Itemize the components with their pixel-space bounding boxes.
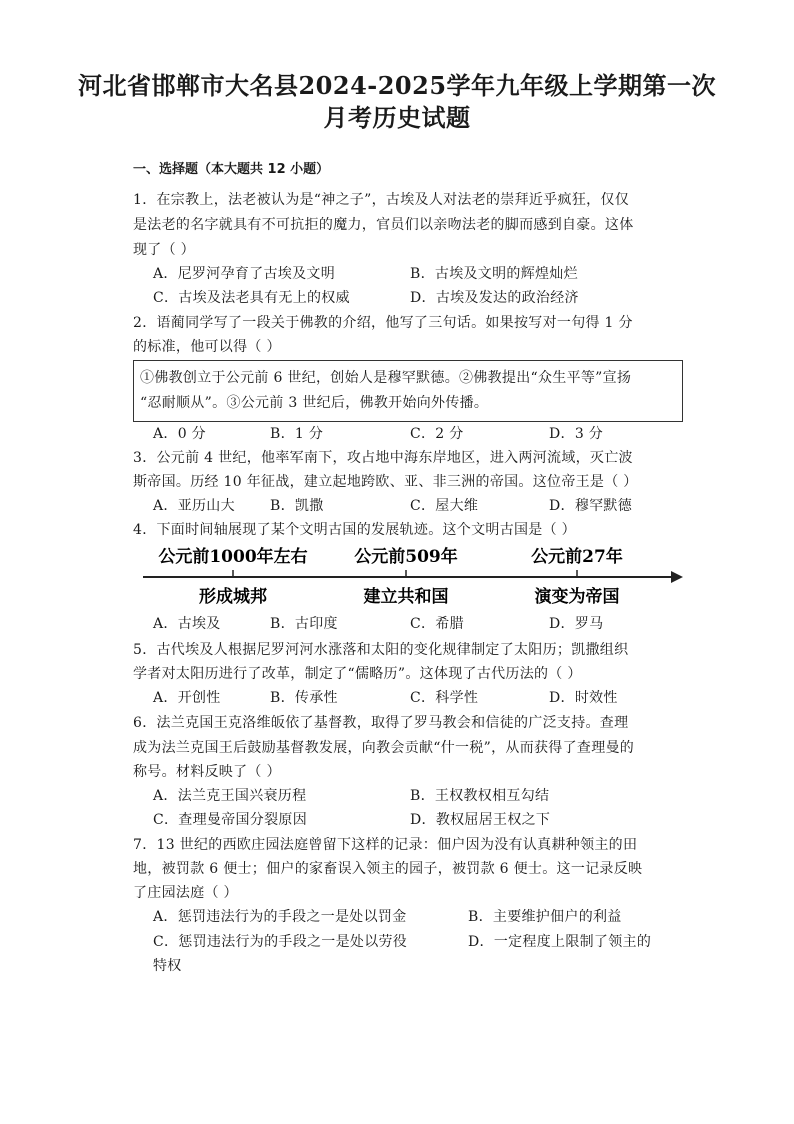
timeline-arrowhead: [671, 571, 683, 583]
q7-option-d: D．一定程度上限制了领主的: [468, 934, 652, 950]
timeline-date: 公元前1000年左右: [158, 547, 308, 567]
q1-text-line: 1．在宗教上，法老被认为是“神之子”，古埃及人对法老的崇拜近乎疯狂，仅仅: [133, 192, 630, 208]
q5-text-line: 学者对太阳历进行了改革，制定了“儒略历”。这体现了古代历法的（ ）: [133, 666, 582, 682]
q3-text-line: 3．公元前 4 世纪，他率军南下，攻占地中海东岸地区，进入两河流域，灭亡波: [133, 450, 633, 466]
q1-option-d: D．古埃及发达的政治经济: [410, 290, 579, 306]
q6-option-d: D．教权屈居王权之下: [410, 812, 551, 828]
q6-text-line: 6．法兰克国王克洛维皈依了基督教，取得了罗马教会和信徒的广泛支持。查理: [133, 715, 629, 731]
section-heading: 一、选择题（本大题共 12 小题）: [133, 162, 330, 177]
q3-option-d: D．穆罕默德: [549, 498, 633, 514]
q4-timeline: [133, 540, 685, 610]
q3-option-c: C．屋大维: [410, 498, 479, 514]
timeline-event: 演变为帝国: [534, 587, 620, 607]
q2-text-line: 2．语蔺同学写了一段关于佛教的介绍，他写了三句话。如果按写对一句得 1 分: [133, 315, 633, 331]
q7-option-d-continued: 特权: [153, 958, 182, 974]
q6-text-line: 称号。材料反映了（ ）: [133, 764, 281, 780]
q1-text-line: 是法老的名字就具有不可抗拒的魔力，官员们以亲吻法老的脚而感到自豪。这体: [133, 217, 634, 233]
q6-text-line: 成为法兰克国王后鼓励基督教发展，向教会贡献“什一税”，从而获得了查理曼的: [133, 740, 635, 756]
exam-title-line1: 河北省邯郸市大名县2024-2025学年九年级上学期第一次: [77, 71, 717, 100]
q2-box-line: ①佛教创立于公元前 6 世纪，创始人是穆罕默德。②佛教提出“众生平等”宣扬: [140, 370, 632, 386]
q6-option-a: A．法兰克王国兴衰历程: [153, 788, 307, 804]
q1-text-line: 现了（ ）: [133, 242, 195, 258]
q3-option-a: A．亚历山大: [153, 498, 235, 514]
timeline-date: 公元前509年: [354, 547, 458, 567]
q7-text-line: 地，被罚款 6 便士；佃户的家畜误入领主的园子，被罚款 6 便士。这一记录反映: [133, 861, 643, 877]
timeline-date: 公元前27年: [531, 547, 623, 567]
q2-option-a: A．0 分: [153, 426, 206, 442]
q5-option-c: C．科学性: [410, 690, 479, 706]
q2-statement-box: [133, 360, 683, 422]
q7-text-line: 了庄园法庭（ ）: [133, 885, 238, 901]
q2-text-line: 的标准，他可以得（ ）: [133, 339, 281, 355]
q5-text-line: 5．古代埃及人根据尼罗河河水涨落和太阳的变化规律制定了太阳历；凯撒组织: [133, 642, 629, 658]
q7-option-c: C．惩罚违法行为的手段之一是处以劳役: [153, 934, 408, 950]
q3-text-line: 斯帝国。历经 10 年征战，建立起地跨欧、亚、非三洲的帝国。这位帝王是（ ）: [133, 474, 638, 490]
q4-text-line: 4．下面时间轴展现了某个文明古国的发展轨迹。这个文明古国是（ ）: [133, 522, 576, 538]
timeline-event: 建立共和国: [363, 587, 449, 607]
q6-option-b: B．王权教权相互勾结: [410, 788, 550, 804]
timeline-event: 形成城邦: [199, 587, 267, 607]
q5-option-d: D．时效性: [549, 690, 618, 706]
q4-option-c: C．希腊: [410, 616, 464, 632]
q5-option-a: A．开创性: [153, 690, 221, 706]
q1-option-c: C．古埃及法老具有无上的权威: [153, 290, 350, 306]
q3-option-b: B．凯撒: [270, 498, 324, 514]
exam-title-line2: 月考历史试题: [323, 103, 471, 132]
q7-text-line: 7．13 世纪的西欧庄园法庭曾留下这样的记录：佃户因为没有认真耕种领主的田: [133, 837, 638, 853]
q6-option-c: C．查理曼帝国分裂原因: [153, 812, 308, 828]
q7-option-a: A．惩罚违法行为的手段之一是处以罚金: [153, 909, 407, 925]
q2-option-c: C．2 分: [410, 426, 464, 442]
q4-option-a: A．古埃及: [153, 616, 221, 632]
q7-option-b: B．主要维护佃户的利益: [468, 909, 622, 925]
q2-option-b: B．1 分: [270, 426, 324, 442]
q4-option-d: D．罗马: [549, 616, 604, 632]
q2-box-line: “忍耐顺从”。③公元前 3 世纪后，佛教开始向外传播。: [140, 395, 489, 411]
q4-option-b: B．古印度: [270, 616, 338, 632]
q2-option-d: D．3 分: [549, 426, 604, 442]
q1-option-a: A．尼罗河孕育了古埃及文明: [153, 266, 336, 282]
q5-option-b: B．传承性: [270, 690, 338, 706]
q1-option-b: B．古埃及文明的辉煌灿烂: [410, 266, 578, 282]
